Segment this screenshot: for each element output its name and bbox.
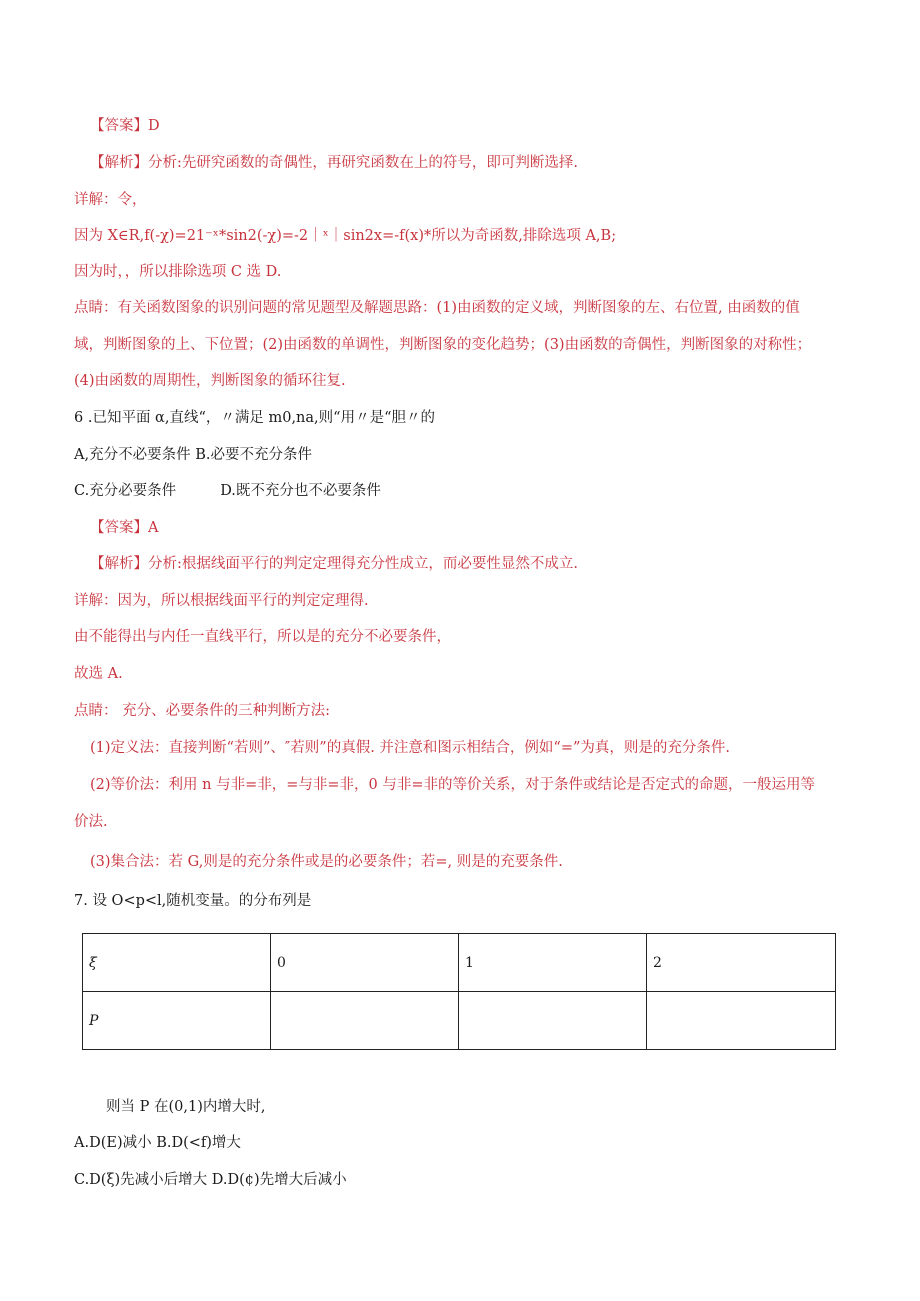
- table-cell: 1: [459, 934, 647, 992]
- detail-6-line-3: 故选 A.: [74, 666, 123, 682]
- answer-value: D: [148, 118, 160, 134]
- note-5-line-1: 点睛：有关函数图象的识别问题的常见题型及解题思路：(1)由函数的定义域，判断图象的左、右位置, 由函数的值: [74, 300, 800, 316]
- option-d: D.既不充分也不必要条件: [220, 483, 381, 499]
- table-cell: ξ: [83, 934, 271, 992]
- question-7-condition: 则当 P 在(0,1)内增大时,: [106, 1099, 266, 1115]
- note-6-head: 点睛： 充分、必要条件的三种判断方法:: [74, 703, 330, 719]
- note-5-line-2: 域，判断图象的上、下位置；(2)由函数的单调性，判断图象的变化趋势；(3)由函数的奇偶性，判断图象的对称性；: [74, 337, 812, 353]
- detail-5-line-1: 详解：令，: [74, 192, 147, 208]
- table-cell: P: [83, 992, 271, 1050]
- option-c: C.充分必要条件: [74, 483, 177, 499]
- answer-label: 【答案】: [90, 118, 148, 134]
- question-6-stem: 6 .已知平面 α,直线“，〃满足 m0,na,则“用〃是“胆〃的: [74, 410, 435, 426]
- note-6-method-3: (3)集合法：若 G,则是的充分条件或是的必要条件；若=, 则是的充要条件.: [90, 854, 563, 870]
- note-6-method-2b: 价法.: [74, 814, 108, 830]
- answer-6: [90, 518, 860, 538]
- answer-value: A: [148, 520, 159, 536]
- table-row: [83, 992, 836, 1050]
- question-7-stem: 7. 设 O<p<l,随机变量。的分布列是: [74, 893, 312, 909]
- question-6-options-ab: A,充分不必要条件 B.必要不充分条件: [74, 447, 312, 463]
- table-cell: [459, 992, 647, 1050]
- analysis-6: [90, 554, 860, 574]
- analysis-label: 【解析】: [90, 155, 148, 171]
- question-6-options-cd: [74, 481, 860, 501]
- answer-5: [90, 116, 860, 136]
- analysis-5: [90, 153, 860, 173]
- question-7-options-ab: A.D(E)减小 B.D(<f)增大: [74, 1135, 241, 1151]
- distribution-table: [82, 933, 836, 1050]
- detail-6-line-1: 详解：因为，所以根据线面平行的判定定理得.: [74, 593, 369, 609]
- note-6-method-1: (1)定义法：直接判断“若则”、″若则”的真假. 并注意和图示相结合，例如“=”为真，则是的充分条件.: [90, 740, 730, 756]
- table-cell: 2: [647, 934, 836, 992]
- detail-5-line-3: 因为时，，所以排除选项 C 选 D.: [74, 264, 282, 280]
- analysis-label: 【解析】: [90, 556, 148, 572]
- detail-6-line-2: 由不能得出与内任一直线平行，所以是的充分不必要条件，: [74, 629, 451, 645]
- answer-label: 【答案】: [90, 520, 148, 536]
- table-cell: [647, 992, 836, 1050]
- detail-5-line-2: 因为 X∈R,f(-χ)=21⁻ˣ*sin2(-χ)=-2｜ˣ｜sin2x=-f(x)*所以为奇函数,排除选项 A,B;: [74, 228, 617, 244]
- analysis-text: 分析:先研究函数的奇偶性，再研究函数在上的符号，即可判断选择.: [148, 155, 578, 171]
- table-cell: [271, 992, 459, 1050]
- note-6-method-2a: (2)等价法：利用 n 与非=非，=与非=非，0 与非=非的等价关系，对于条件或结论是否定式的命题，一般运用等: [90, 777, 816, 793]
- question-7-options-cd: C.D(ξ)先减小后增大 D.D(¢)先增大后减小: [74, 1172, 347, 1188]
- table-row: [83, 934, 836, 992]
- table-cell: 0: [271, 934, 459, 992]
- note-5-line-3: (4)由函数的周期性，判断图象的循环往复.: [74, 373, 346, 389]
- analysis-text: 分析:根据线面平行的判定定理得充分性成立，而必要性显然不成立.: [148, 556, 578, 572]
